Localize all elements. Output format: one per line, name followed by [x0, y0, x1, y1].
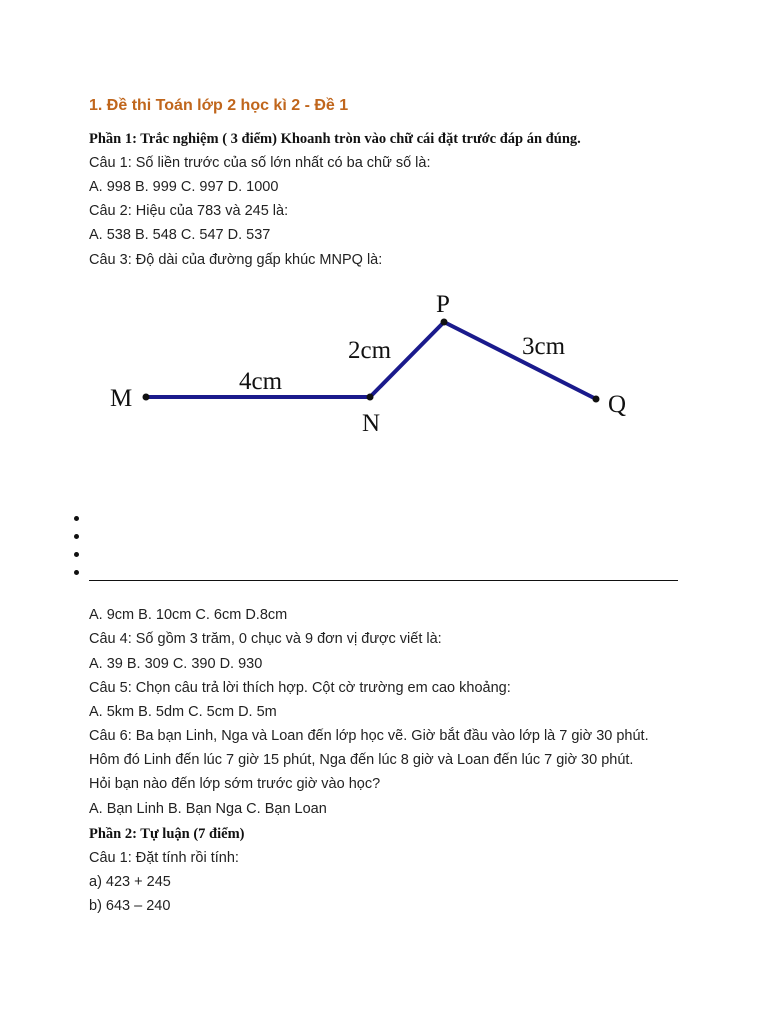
part2-question-1: Câu 1: Đặt tính rồi tính:: [89, 850, 239, 866]
page-title: 1. Đề thi Toán lớp 2 học kì 2 - Đề 1: [89, 97, 349, 114]
question-1-options: A. 998 B. 999 C. 997 D. 1000: [89, 179, 279, 195]
label-q: Q: [608, 391, 627, 418]
point-q-dot: [593, 396, 600, 403]
part2-question-1-b: b) 643 – 240: [89, 898, 171, 914]
point-p-dot: [441, 319, 448, 326]
label-n: N: [362, 410, 381, 437]
part2-question-1-a: a) 423 + 245: [89, 874, 171, 890]
horizontal-divider: [89, 580, 678, 581]
question-2: Câu 2: Hiệu của 783 và 245 là:: [89, 203, 289, 219]
question-5: Câu 5: Chọn câu trả lời thích hợp. Cột cờ trường em cao khoảng:: [89, 680, 511, 696]
part2-heading: Phần 2: Tự luận (7 điểm): [89, 826, 245, 842]
segment-mn-length: 4cm: [239, 368, 283, 395]
part1-heading: Phần 1: Trắc nghiệm ( 3 điểm) Khoanh tròn vào chữ cái đặt trước đáp án đúng.: [89, 131, 581, 147]
question-2-options: A. 538 B. 548 C. 547 D. 537: [89, 227, 271, 243]
question-6-line-1: Câu 6: Ba bạn Linh, Nga và Loan đến lớp học vẽ. Giờ bắt đầu vào lớp là 7 giờ 30 phút.: [89, 728, 649, 744]
question-3: Câu 3: Độ dài của đường gấp khúc MNPQ là:: [89, 252, 383, 268]
segment-pq-length: 3cm: [522, 333, 566, 360]
segment-np-length: 2cm: [348, 337, 392, 364]
label-m: M: [110, 385, 133, 412]
label-p: P: [436, 291, 450, 318]
polyline-diagram: [100, 282, 660, 442]
question-5-options: A. 5km B. 5dm C. 5cm D. 5m: [89, 704, 277, 720]
question-4-options: A. 39 B. 309 C. 390 D. 930: [89, 656, 263, 672]
point-m-dot: [143, 394, 150, 401]
question-4: Câu 4: Số gồm 3 trăm, 0 chục và 9 đơn vị được viết là:: [89, 631, 442, 647]
point-n-dot: [367, 394, 374, 401]
question-6-line-2: Hôm đó Linh đến lúc 7 giờ 15 phút, Nga đến lúc 8 giờ và Loan đến lúc 7 giờ 30 phút.: [89, 752, 634, 768]
question-6-line-3: Hỏi bạn nào đến lớp sớm trước giờ vào học?: [89, 776, 381, 792]
question-3-options: A. 9cm B. 10cm C. 6cm D.8cm: [89, 607, 288, 623]
question-6-options: A. Bạn Linh B. Bạn Nga C. Bạn Loan: [89, 801, 327, 817]
question-1: Câu 1: Số liền trước của số lớn nhất có ba chữ số là:: [89, 155, 431, 171]
polyline-figure: [100, 282, 660, 442]
